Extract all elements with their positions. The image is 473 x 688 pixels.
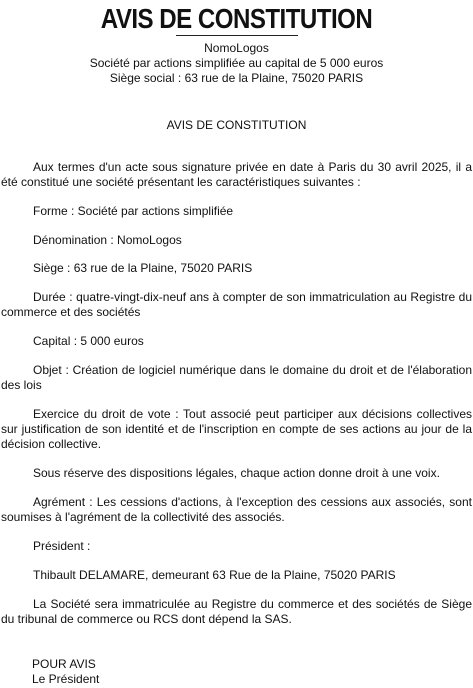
form-paragraph: Forme : Société par actions simplifiée: [33, 204, 234, 218]
company-form-capital: Société par actions simplifiée au capital de 5 000 euros: [89, 56, 384, 70]
share-vote-paragraph: Sous réserve des dispositions légales, chaque action donne droit à une voix.: [33, 466, 440, 480]
approval-paragraph: Agrément : Les cessions d'actions, à l'exception des cessions aux associés, sont soumises à l'agrément de la collectivité des associés.: [1, 495, 472, 524]
president-heading: Président :: [33, 539, 91, 553]
registration-paragraph: La Société sera immatriculée au Registre du commerce et des sociétés de Siège du tribunal de commerce ou RCS dont dépend la SAS.: [1, 597, 472, 626]
company-header: [0, 41, 473, 86]
company-name: NomoLogos: [204, 41, 269, 55]
registered-office-paragraph: Siège : 63 rue de la Plaine, 75020 PARIS: [33, 261, 253, 275]
capital-paragraph: Capital : 5 000 euros: [33, 334, 144, 348]
title-underline: [176, 35, 298, 36]
duration-paragraph: Durée : quatre-vingt-dix-neuf ans à compter de son immatriculation au Registre du commerce et des sociétés: [1, 290, 472, 319]
section-title: AVIS DE CONSTITUTION: [166, 118, 307, 132]
intro-paragraph: Aux termes d'un acte sous signature privée en date à Paris du 30 avril 2025, il a été constitué une société présentant les caractéristiques suivantes :: [1, 160, 472, 189]
purpose-paragraph: Objet : Création de logiciel numérique dans le domaine du droit et de l'élaboration des lois: [1, 363, 472, 392]
registered-office: Siège social : 63 rue de la Plaine, 75020 PARIS: [109, 71, 364, 85]
signature-line-president: Le Président: [32, 672, 100, 686]
document-title: AVIS DE CONSTITUTION: [100, 3, 373, 34]
denomination-paragraph: Dénomination : NomoLogos: [33, 233, 182, 247]
president-name-paragraph: Thibault DELAMARE, demeurant 63 Rue de la Plaine, 75020 PARIS: [33, 568, 396, 582]
signature-block: [32, 657, 99, 687]
voting-rights-paragraph: Exercice du droit de vote : Tout associé peut participer aux décisions collectives sur justification de son identité et de l'inscription en compte de ses actions au jour de la décision collective.: [1, 407, 472, 451]
signature-line-pour-avis: POUR AVIS: [32, 657, 96, 671]
